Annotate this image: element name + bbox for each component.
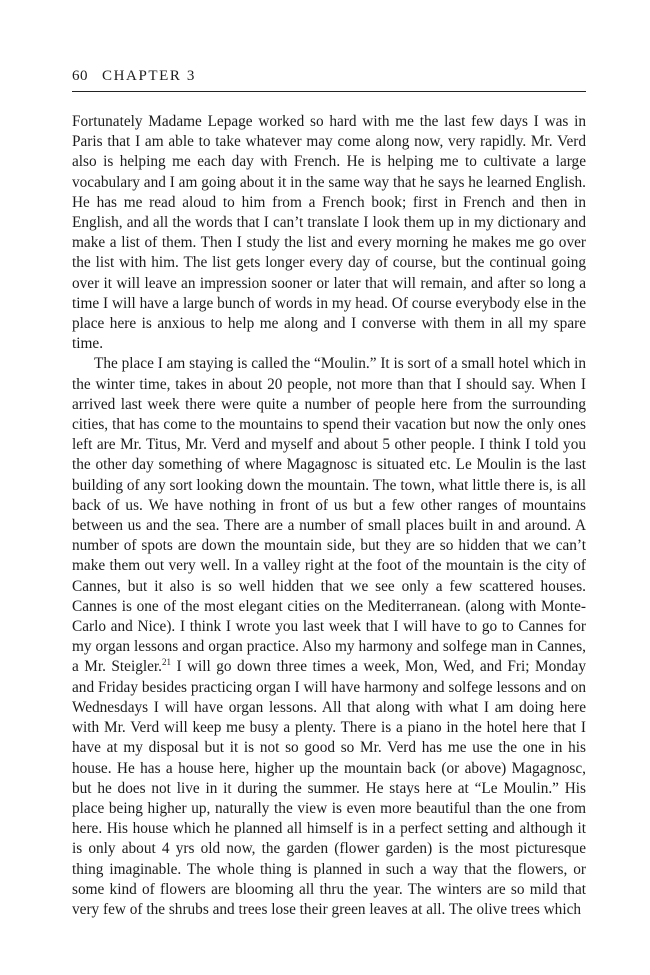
chapter-label: CHAPTER 3 (102, 68, 196, 84)
running-head (72, 68, 586, 92)
footnote-reference[interactable]: 21 (161, 657, 171, 668)
body-text (72, 112, 586, 920)
paragraph-text-before-note: The place I am staying is called the “Moulin.” It is sort of a small hotel which in the winter time, takes in about 20 people, not more than that I should say. When I arrived last week there were quite a number of people here from the surrounding cities, that has come to the mountains to spend their vacation but now the only ones left are Mr. Titus, Mr. Verd and myself and about 5 other people. I think I told you the other day something of where Magagnosc is situated etc. Le Moulin is the last building of any sort looking down the mountain. The town, what little there is, is all back of us. We have nothing in front of us but a few other ranges of mountains between us and the sea. There are a number of small places built in and around. A number of spots are down the mountain side, but they are so hidden that we can’t make them out very well. In a valley right at the foot of the mountain is the city of Cannes, but it also is so well hidden that we see only a few scattered houses. Cannes is one of the most elegant cities on the Mediterranean. (along with Monte-Carlo and Nice). I think I wrote you last week that I will have to go to Cannes for my organ lessons and organ practice. Also my harmony and solfege man in Cannes, a Mr. Steigler. (72, 355, 586, 676)
paragraph (72, 354, 586, 920)
paragraph-text-after-note: I will go down three times a week, Mon, Wed, and Fri; Monday and Friday besides practicing organ I will have harmony and solfege lessons and on Wednesdays I will have organ lessons. All that along with what I am doing here with Mr. Verd will keep me busy a plenty. There is a piano in the hotel here that I have at my disposal but it is not so good so Mr. Verd has me use the one in his house. He has a house here, higher up the mountain back (or above) Magagnosc, but he does not live in it during the summer. He stays here at “Le Moulin.” His place being higher up, naturally the view is even more beautiful than the one from here. His house which he planned all himself is in a perfect setting and although it is only about 4 yrs old now, the garden (flower garden) is the most picturesque thing imaginable. The whole thing is planned in such a way that the flowers, or some kind of flowers are blooming all thru the year. The winters are so mild that very few of the shrubs and trees lose their green leaves at all. The olive trees which (72, 658, 586, 918)
book-page (72, 68, 586, 920)
paragraph: Fortunately Madame Lepage worked so hard with me the last few days I was in Paris that I am able to take whatever may come along now, very rapidly. Mr. Verd also is helping me each day with French. He is helping me to cultivate a large vocabulary and I am going about it in the same way that he says he learned English. He has me read aloud to him from a French book; first in French and then in English, and all the words that I can’t translate I look them up in my dictionary and make a list of them. Then I study the list and every morning he makes me go over the list with him. The list gets longer every day of course, but the continual going over it will leave an impression sooner or later that will remain, and after so long a time I will have a large bunch of words in my head. Of course everybody else in the place here is anxious to help me along and I converse with them in all my spare time. (72, 113, 586, 353)
page-number: 60 (72, 68, 88, 84)
